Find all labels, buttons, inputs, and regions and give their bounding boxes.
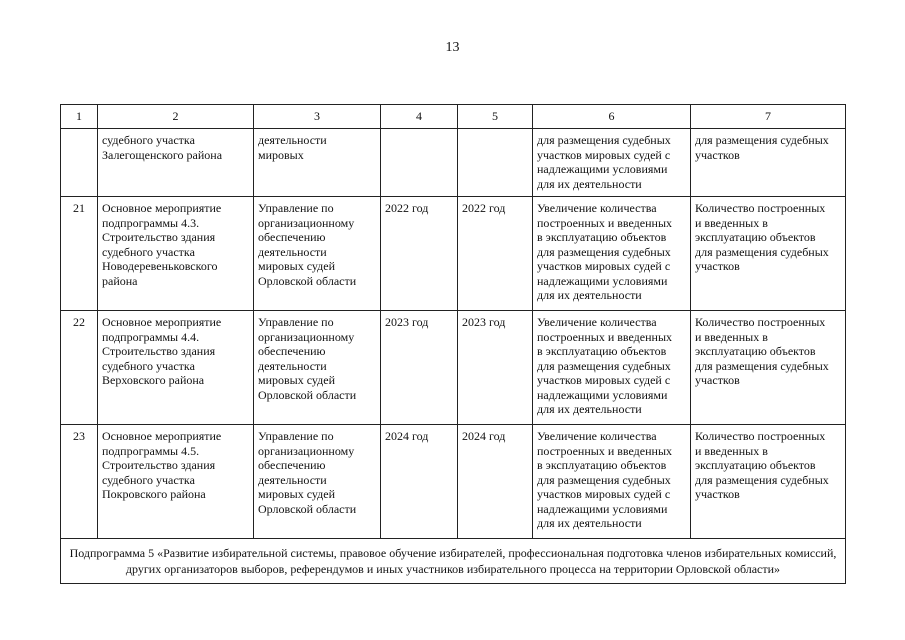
column-number: 3: [254, 105, 381, 129]
continuation-row: [61, 129, 846, 197]
result-cell: Увеличение количества построенных и введенных в эксплуатацию объектов для размещения судебных участков мировых судей с надлежащими условиями для их деятельности: [533, 311, 691, 425]
column-number: 1: [61, 105, 98, 129]
column-number: 2: [98, 105, 254, 129]
measure-cell: Основное мероприятие подпрограммы 4.4. Строительство здания судебного участка Верховского района: [98, 311, 254, 425]
row-number-cell: 22: [61, 311, 98, 425]
end-year-cell: 2024 год: [458, 425, 533, 539]
column-number: 7: [691, 105, 846, 129]
indicator-cell: Количество построенных и введенных в эксплуатацию объектов для размещения судебных участков: [691, 197, 846, 311]
table-row: [61, 197, 846, 311]
executor-cell: Управление по организационному обеспечению деятельности мировых судей Орловской области: [254, 197, 381, 311]
column-number-row: [61, 105, 846, 129]
column-number: 5: [458, 105, 533, 129]
row-number-cell: 23: [61, 425, 98, 539]
end-year-cell: 2023 год: [458, 311, 533, 425]
indicator-cell: Количество построенных и введенных в эксплуатацию объектов для размещения судебных участков: [691, 425, 846, 539]
start-year-cell: 2023 год: [381, 311, 458, 425]
executor-cell: деятельности мировых: [254, 129, 381, 197]
row-number-cell: 21: [61, 197, 98, 311]
column-number: 6: [533, 105, 691, 129]
table-row: [61, 311, 846, 425]
start-year-cell: 2022 год: [381, 197, 458, 311]
end-year-cell: 2022 год: [458, 197, 533, 311]
measure-cell: судебного участка Залегощенского района: [98, 129, 254, 197]
measure-cell: Основное мероприятие подпрограммы 4.5. Строительство здания судебного участка Покровского района: [98, 425, 254, 539]
subprogram-title: Подпрограмма 5 «Развитие избирательной системы, правовое обучение избирателей, профессиональная подготовка членов избирательных комиссий, других организаторов выборов, референдумов и иных участников избирательного процесса на территории Орловской области»: [61, 539, 846, 584]
executor-cell: Управление по организационному обеспечению деятельности мировых судей Орловской области: [254, 311, 381, 425]
column-number: 4: [381, 105, 458, 129]
start-year-cell: 2024 год: [381, 425, 458, 539]
result-cell: Увеличение количества построенных и введенных в эксплуатацию объектов для размещения судебных участков мировых судей с надлежащими условиями для их деятельности: [533, 197, 691, 311]
result-cell: Увеличение количества построенных и введенных в эксплуатацию объектов для размещения судебных участков мировых судей с надлежащими условиями для их деятельности: [533, 425, 691, 539]
program-table: [60, 104, 846, 584]
table-row: [61, 425, 846, 539]
subprogram-row: [61, 539, 846, 584]
row-number-cell: [61, 129, 98, 197]
executor-cell: Управление по организационному обеспечению деятельности мировых судей Орловской области: [254, 425, 381, 539]
page-number: 13: [445, 40, 460, 55]
indicator-cell: для размещения судебных участков: [691, 129, 846, 197]
end-year-cell: [458, 129, 533, 197]
measure-cell: Основное мероприятие подпрограммы 4.3. Строительство здания судебного участка Новодеревеньковского района: [98, 197, 254, 311]
start-year-cell: [381, 129, 458, 197]
result-cell: для размещения судебных участков мировых судей с надлежащими условиями для их деятельности: [533, 129, 691, 197]
indicator-cell: Количество построенных и введенных в эксплуатацию объектов для размещения судебных участков: [691, 311, 846, 425]
